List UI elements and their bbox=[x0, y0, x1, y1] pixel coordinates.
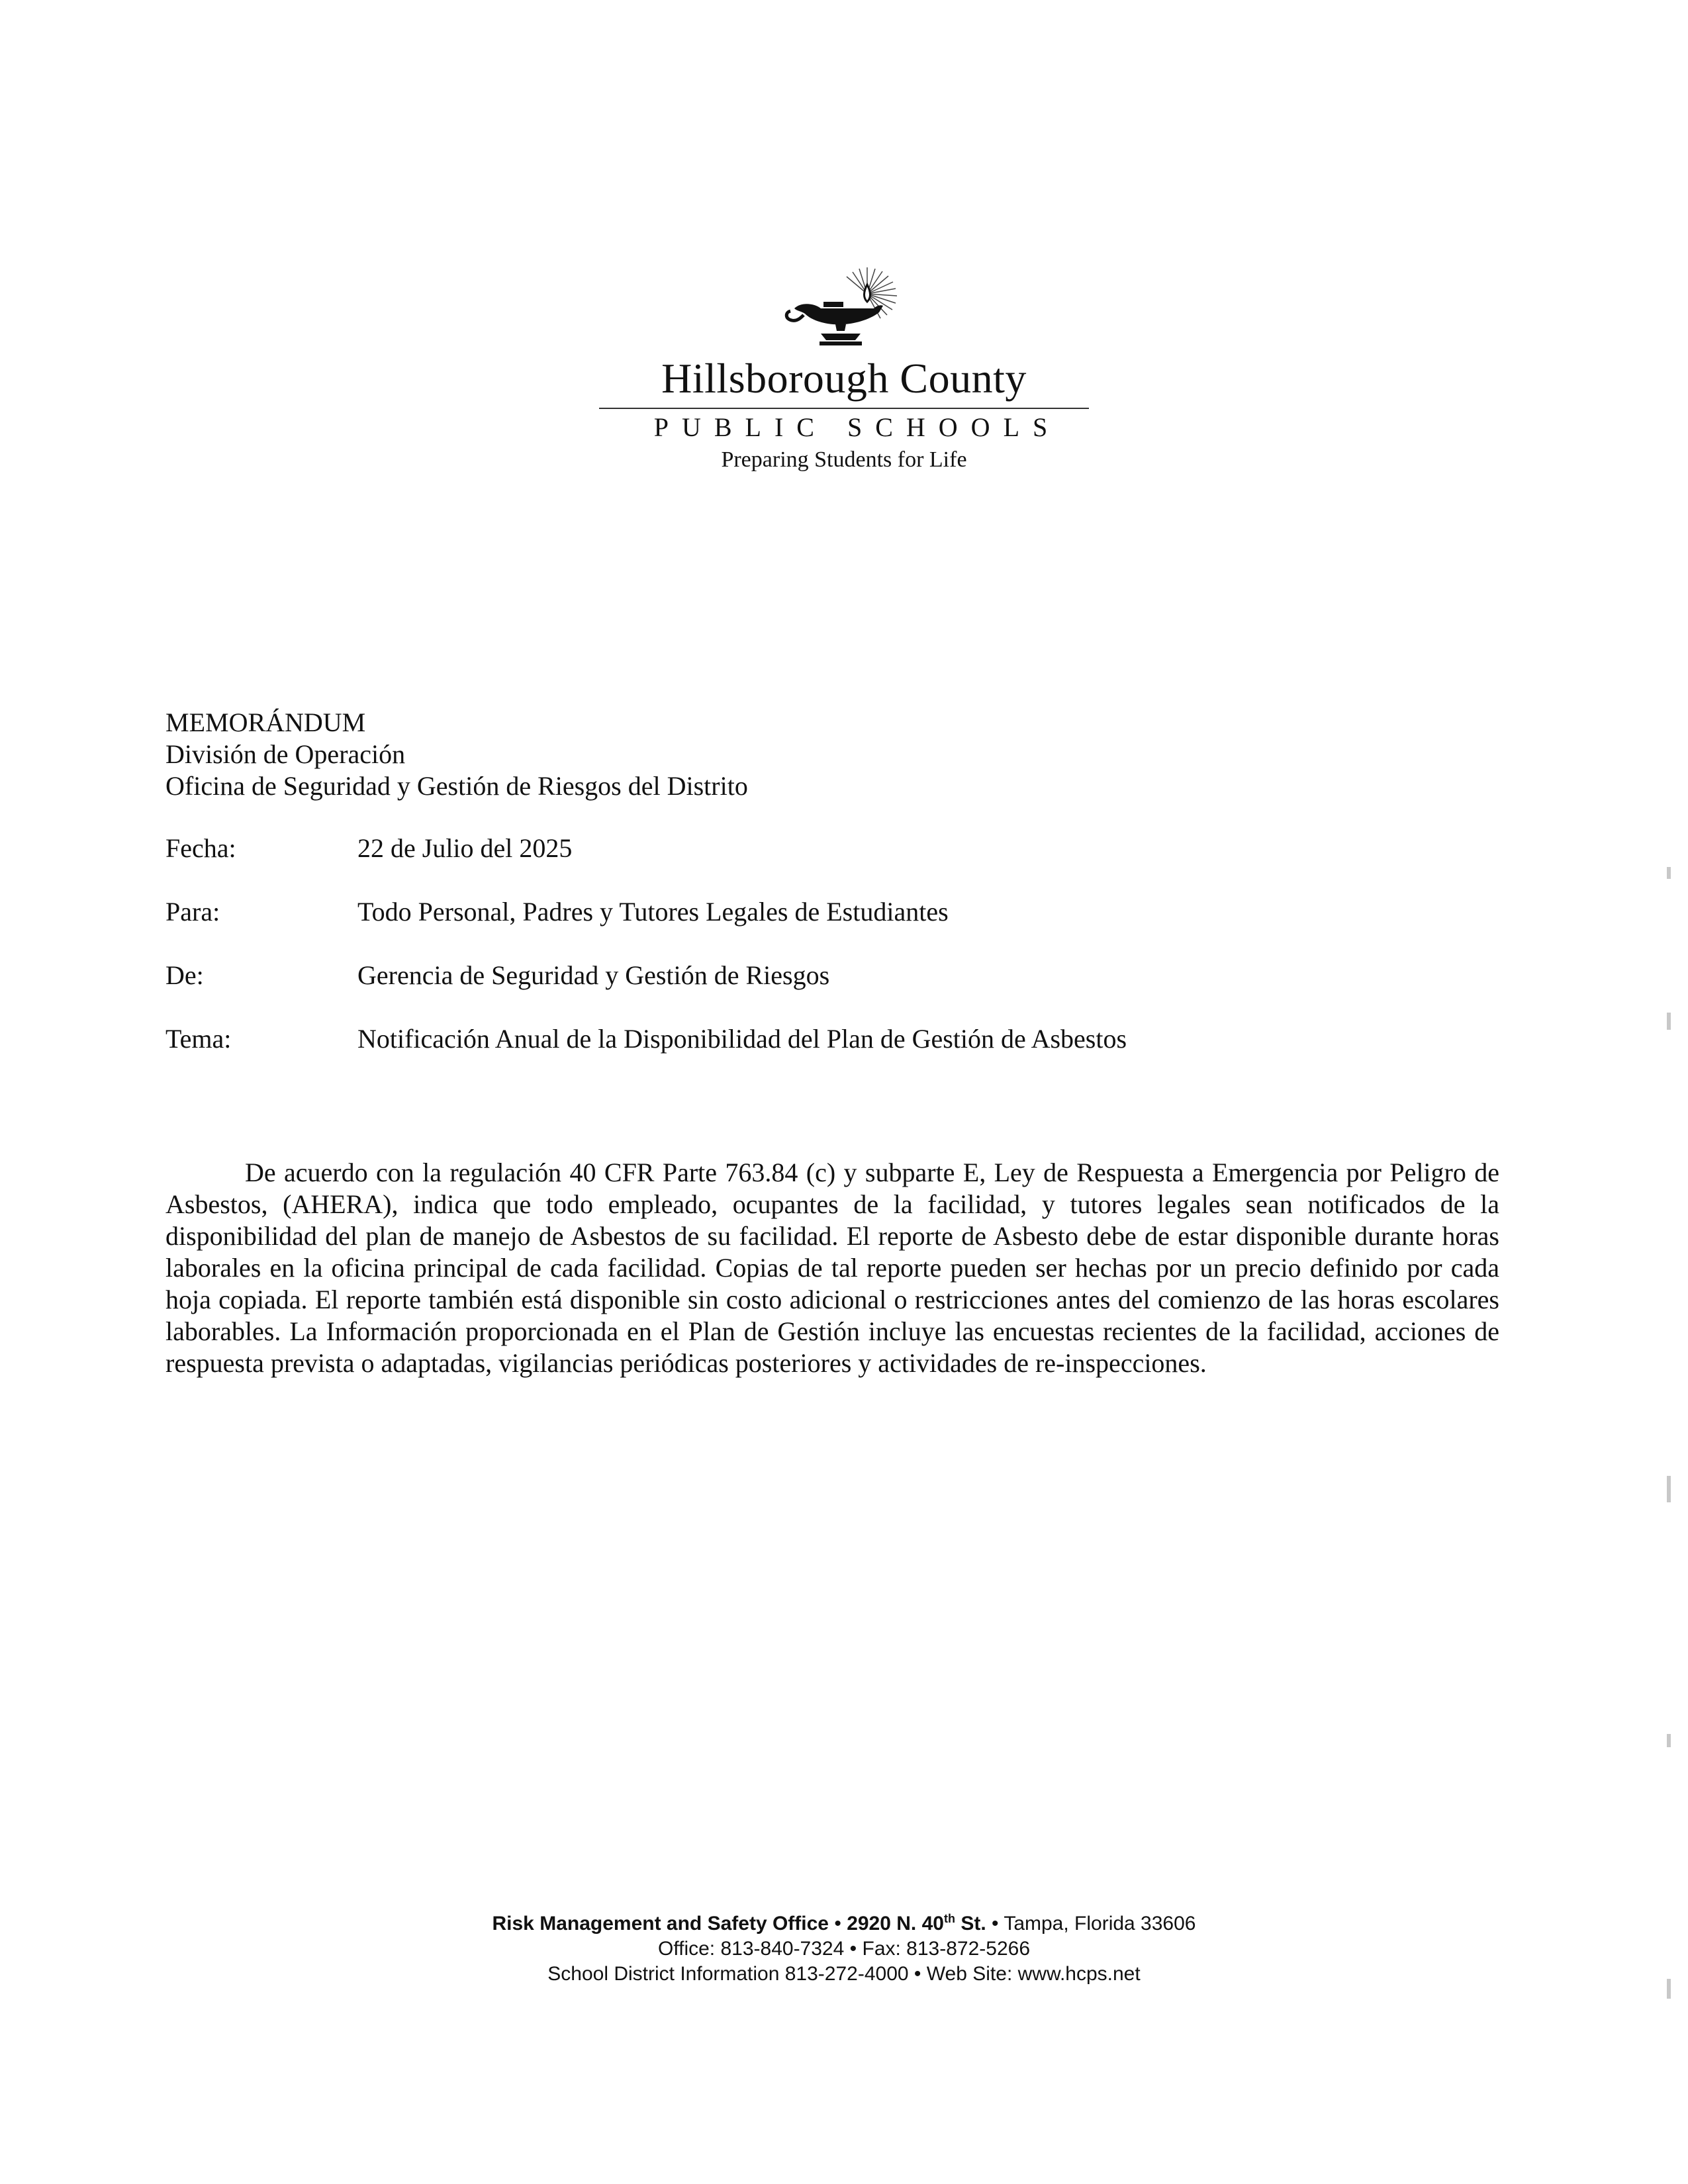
footer-office-name: Risk Management and Safety Office bbox=[492, 1913, 829, 1934]
tema-value: Notificación Anual de la Disponibilidad del Plan de Gestión de Asbestos bbox=[357, 1024, 1127, 1054]
memo-field-tema bbox=[165, 1023, 1127, 1055]
footer-city: Tampa, Florida 33606 bbox=[1004, 1913, 1196, 1934]
footer-district-info: School District Information 813-272-4000 bbox=[547, 1963, 909, 1985]
footer-phone: Office: 813-840-7324 bbox=[657, 1938, 845, 1960]
footer-street: 2920 N. 40 bbox=[847, 1913, 944, 1934]
fecha-label: Fecha: bbox=[165, 833, 236, 863]
scan-mark bbox=[1667, 1013, 1671, 1030]
para-value: Todo Personal, Padres y Tutores Legales de Estudiantes bbox=[357, 897, 949, 927]
footer-street-sup: th bbox=[943, 1912, 955, 1925]
footer-street-suffix: St. bbox=[961, 1913, 986, 1934]
memo-field-para bbox=[165, 896, 949, 928]
footer-fax: Fax: 813-872-5266 bbox=[862, 1938, 1031, 1960]
memo-office: Oficina de Seguridad y Gestión de Riesgos del Distrito bbox=[165, 771, 748, 801]
memo-body-paragraph: De acuerdo con la regulación 40 CFR Parte 763.84 (c) y subparte E, Ley de Respuesta a Emergencia por Peligro de Asbestos, (AHERA), indica que todo empleado, ocupantes de la facilidad, y tutores legales sean notificados de la disponibilidad del plan de manejo de Asbestos de su facilidad. El reporte de Asbesto debe de estar disponible durante horas laborales en la oficina principal de cada facilidad. Copias de tal reporte pueden ser hechas por un precio definido por cada hoja copiada. El reporte también está disponible sin costo adicional o restricciones antes del comienzo de las horas escolares laborables. La Información proporcionada en el Plan de Gestión incluye las encuestas recientes de la facilidad, acciones de respuesta prevista o adaptadas, vigilancias periódicas posteriores y actividades de re-inspecciones. bbox=[165, 1158, 1499, 1378]
memo-field-de bbox=[165, 960, 829, 991]
de-label: De: bbox=[165, 960, 204, 990]
scan-mark bbox=[1667, 1979, 1671, 1999]
memo-heading: MEMORÁNDUM bbox=[165, 707, 366, 737]
scan-mark bbox=[1667, 1476, 1671, 1502]
footer-bullet: • bbox=[992, 1913, 999, 1934]
footer-contact-line bbox=[0, 1936, 1688, 1962]
para-label: Para: bbox=[165, 897, 220, 927]
page-footer bbox=[0, 1911, 1688, 1987]
scan-mark bbox=[1667, 867, 1671, 879]
tema-label: Tema: bbox=[165, 1024, 232, 1054]
letterhead-divider bbox=[599, 408, 1089, 409]
footer-bullet: • bbox=[914, 1963, 921, 1985]
footer-address-line bbox=[0, 1911, 1688, 1936]
memo-division: División de Operación bbox=[165, 739, 406, 769]
footer-district-line bbox=[0, 1962, 1688, 1987]
letterhead-logo bbox=[0, 265, 1688, 351]
footer-bullet: • bbox=[849, 1938, 857, 1960]
de-value: Gerencia de Seguridad y Gestión de Riesgos bbox=[357, 960, 830, 990]
oil-lamp-icon bbox=[781, 265, 907, 351]
organization-subtitle: PUBLIC SCHOOLS bbox=[653, 412, 1061, 442]
memo-field-fecha bbox=[165, 833, 572, 864]
footer-website: Web Site: www.hcps.net bbox=[926, 1963, 1141, 1985]
organization-name: Hillsborough County bbox=[661, 355, 1027, 402]
footer-bullet: • bbox=[834, 1913, 841, 1934]
organization-tagline: Preparing Students for Life bbox=[721, 447, 967, 472]
scan-mark bbox=[1667, 1734, 1671, 1747]
memo-header bbox=[165, 707, 748, 802]
fecha-value: 22 de Julio del 2025 bbox=[357, 833, 573, 863]
